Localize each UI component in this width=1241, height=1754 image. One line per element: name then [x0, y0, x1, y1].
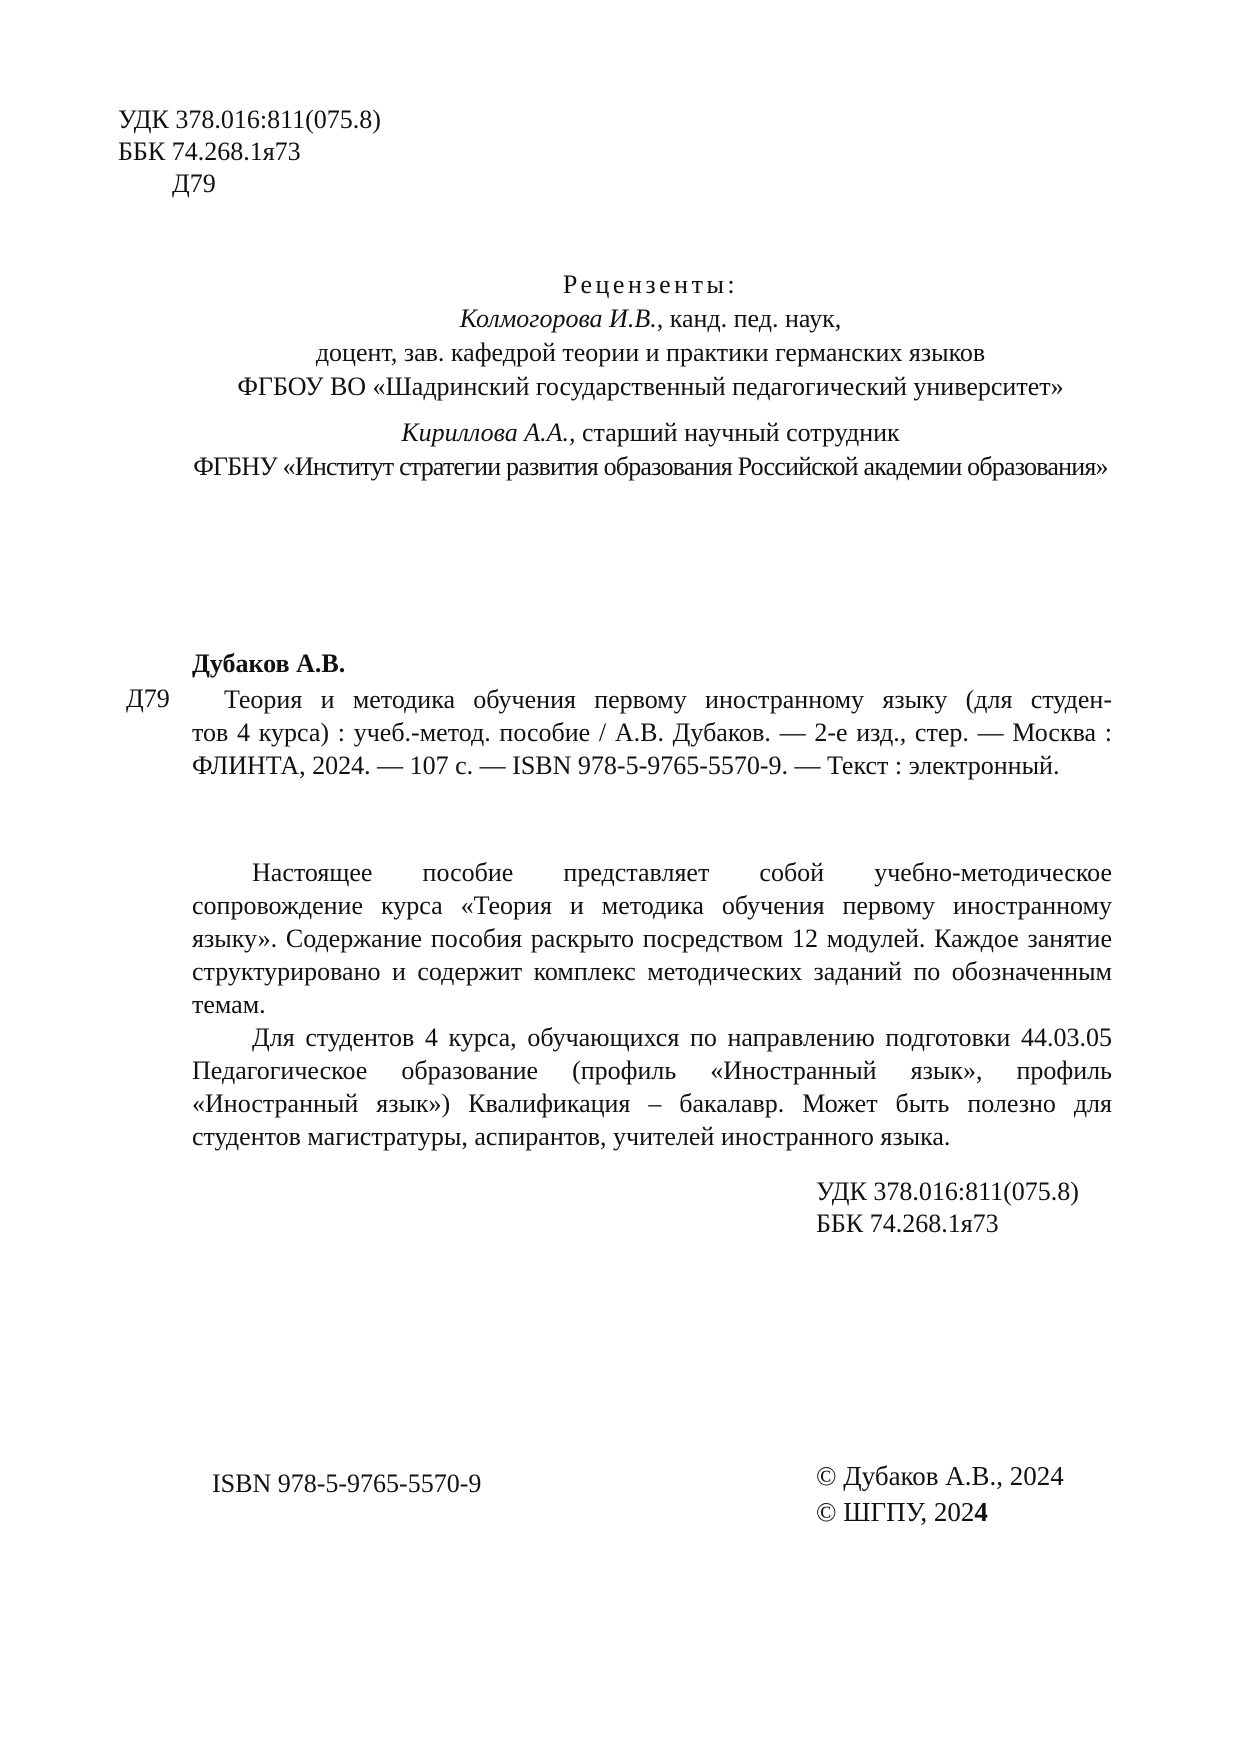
reviewer-1-name: Колмогорова И.В., — [459, 304, 664, 333]
copyright-org — [816, 1496, 988, 1528]
footer-bbk-code: ББК 74.268.1я73 — [816, 1209, 999, 1238]
annotation-paragraph-2: Для студентов 4 курса, обучающихся по направлению подготовки 44.03.05 Педагогическое образование (профиль «Иностранный язык», профиль «Иностранный язык») Квалификация – бакалавр. Может быть полезно для студентов магистратуры, аспирантов, учителей иностранного языка. — [192, 1023, 1112, 1151]
entry-description-first-line: Теория и методика обучения первому иностранному языку (для студен- — [224, 685, 1112, 714]
reviewers-heading: Рецензенты: — [562, 270, 739, 299]
reviewer-2-name: Кириллова А.А., — [401, 418, 576, 447]
isbn: ISBN 978-5-9765-5570-9 — [212, 1469, 482, 1498]
reviewer-2-line — [30, 416, 1241, 450]
entry-author: Дубаков А.В. — [192, 649, 346, 678]
reviewer-2-title: старший научный сотрудник — [575, 418, 900, 447]
udk-code: УДК 378.016:811(075.8) — [118, 105, 381, 134]
reviewer-1-line — [30, 302, 1241, 336]
reviewer-1-position: доцент, зав. кафедрой теории и практики германских языков — [315, 338, 986, 367]
footer-udk-code: УДК 378.016:811(075.8) — [816, 1177, 1079, 1206]
entry-description — [192, 683, 1112, 782]
reviewer-2-org: ФГБНУ «Институт стратегии развития образования Российской академии образования» — [193, 452, 1108, 481]
annotation — [192, 856, 1112, 1153]
copyright-org-suffix: 4 — [974, 1497, 988, 1527]
copyright-org-prefix: © ШГПУ, 202 — [816, 1497, 975, 1527]
entry-code: Д79 — [126, 684, 170, 713]
annotation-paragraph-1: Настоящее пособие представляет собой учебно-методическое сопровождение курса «Теория и методика обучения первому иностранному языку». Содержание пособия раскрыто посредством 12 модулей. Каждое занятие структурировано и содержит комплекс методических заданий по обозначенным темам. — [192, 858, 1112, 1019]
reviewer-1-org: ФГБОУ ВО «Шадринский государственный педагогический университет» — [237, 372, 1064, 401]
bbk-code: ББК 74.268.1я73 — [118, 137, 301, 166]
copyright-author: © Дубаков А.В., 2024 — [816, 1461, 1064, 1491]
author-mark: Д79 — [172, 169, 216, 198]
entry-description-rest: тов 4 курса) : учеб.-метод. пособие / А.В. Дубаков. — 2-е изд., стер. — Москва : ФЛИНТА, 2024. — 107 с. — ISBN 978-5-9765-5570-9. — Текст : электронный. — [192, 718, 1112, 780]
reviewer-1-title: канд. пед. наук, — [663, 304, 842, 333]
